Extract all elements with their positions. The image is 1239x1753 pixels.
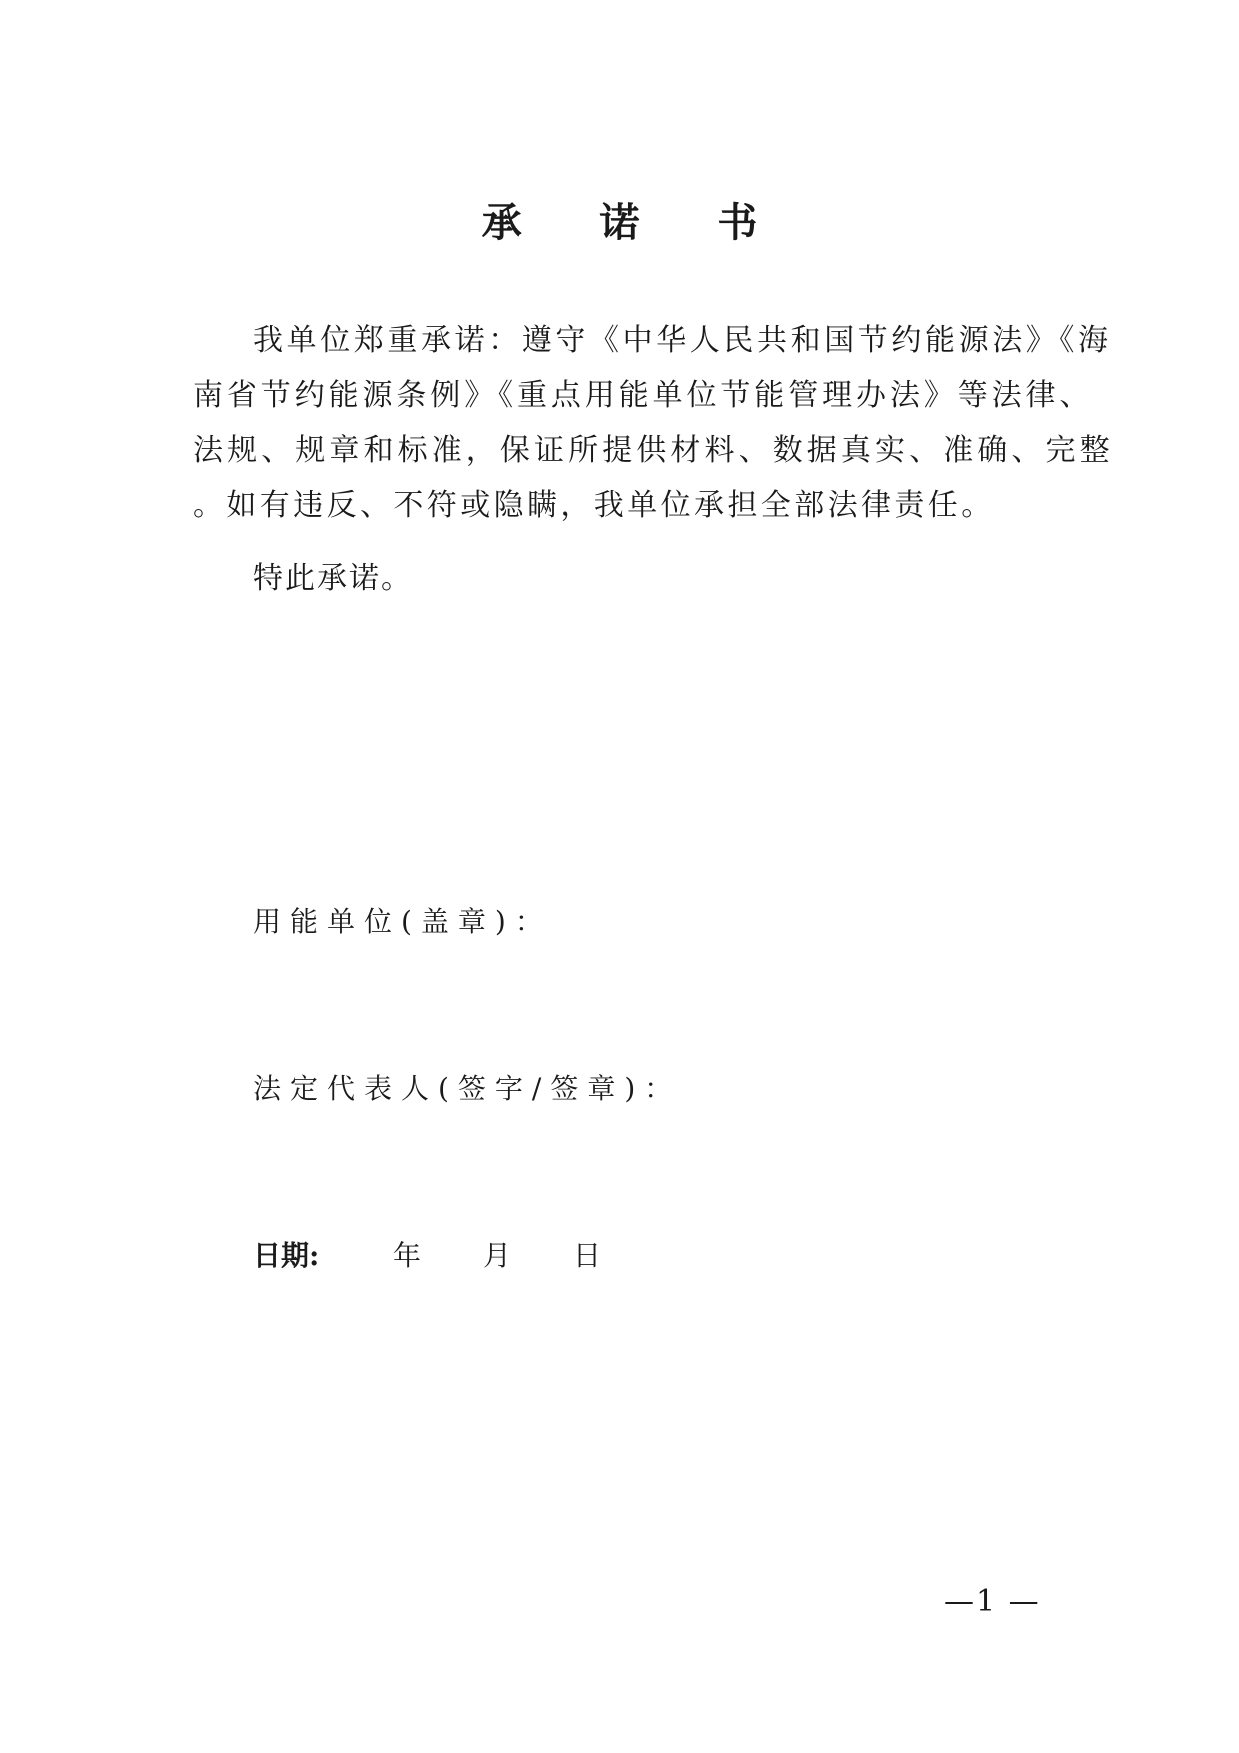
unit-seal-label: 用能单位(盖章)： <box>253 905 552 938</box>
paragraph-line-4: 。如有违反、不符或隐瞒，我单位承担全部法律责任。 <box>193 488 995 523</box>
document-title: 承 诺 书 <box>481 199 790 246</box>
paragraph-line-3: 法规、规章和标准，保证所提供材料、数据真实、准确、完整 <box>193 433 1114 468</box>
date-day-unit: 日 <box>573 1239 602 1272</box>
closing-statement: 特此承诺。 <box>253 561 413 596</box>
date-month-unit: 月 <box>483 1239 512 1272</box>
date-year-unit: 年 <box>393 1239 422 1272</box>
legal-representative-label: 法定代表人(签字/签章)： <box>253 1072 682 1105</box>
date-label: 日期: <box>253 1239 320 1272</box>
paragraph-line-2: 南省节约能源条例》《重点用能单位节能管理办法》等法律、 <box>193 378 1094 413</box>
paragraph-line-1: 我单位郑重承诺：遵守《中华人民共和国节约能源法》《海 <box>253 323 1112 358</box>
page-number: —1 — <box>944 1584 1041 1619</box>
commitment-paragraph <box>193 313 1114 533</box>
date-line <box>253 1234 601 1278</box>
